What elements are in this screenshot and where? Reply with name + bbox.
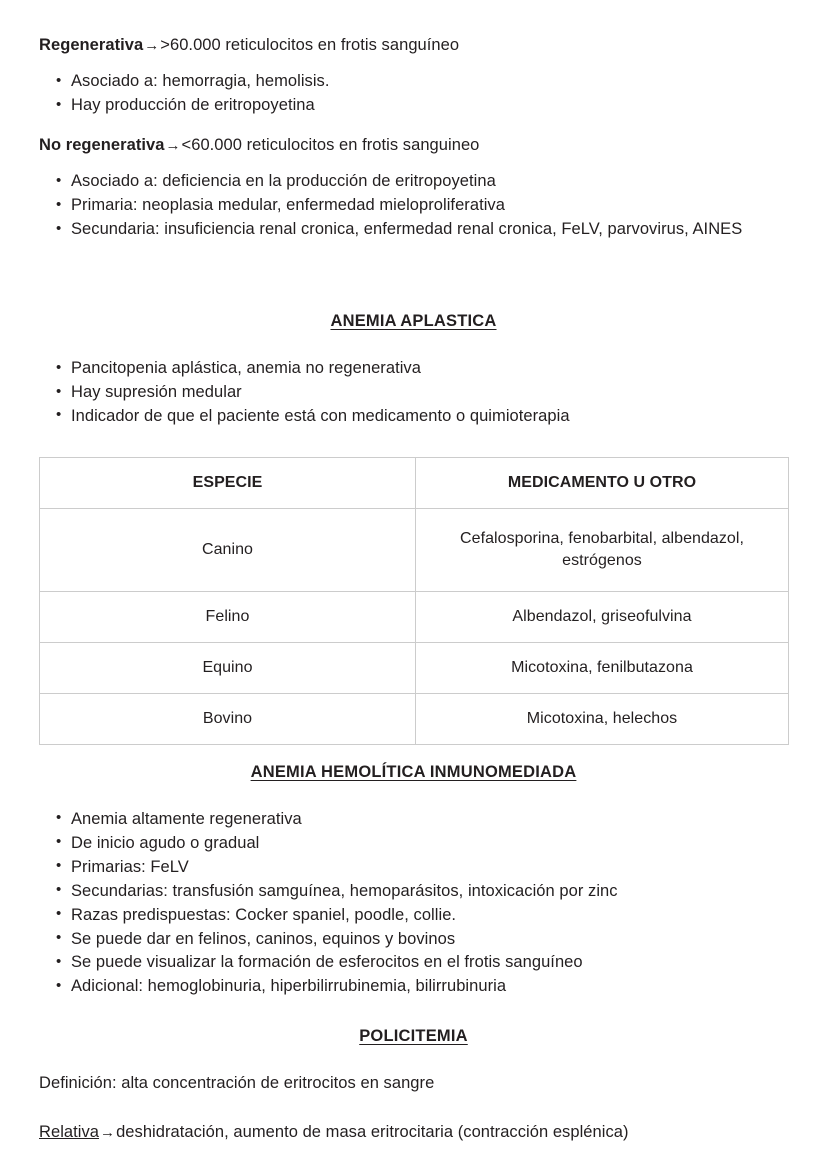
cell-especie: Equino (40, 642, 416, 693)
arrow-icon: → (100, 1123, 116, 1141)
document-content (39, 34, 788, 1143)
anemia-aplastica-bullet-list (39, 357, 788, 429)
cell-medicamento: Cefalosporina, fenobarbital, albendazol, estrógenos (416, 508, 789, 591)
relativa-value: deshidratación, aumento de masa eritrocitaria (contracción esplénica) (116, 1122, 629, 1141)
list-item: • Primaria: neoplasia medular, enfermedad mieloproliferativa (39, 194, 788, 218)
cell-especie: Canino (40, 508, 416, 591)
list-item: • Hay supresión medular (39, 381, 788, 405)
cell-medicamento: Micotoxina, fenilbutazona (416, 642, 789, 693)
list-item: • Anemia altamente regenerativa (39, 808, 788, 832)
list-item: • Se puede dar en felinos, caninos, equinos y bovinos (39, 928, 788, 952)
spacer (39, 445, 788, 457)
arrow-icon: → (165, 137, 181, 155)
species-medication-table (39, 457, 789, 745)
list-item: • Hay producción de eritropoyetina (39, 94, 788, 118)
table-header-row (40, 457, 789, 508)
cell-especie: Felino (40, 591, 416, 642)
regenerativa-value: >60.000 reticulocitos en frotis sanguíneo (160, 36, 460, 54)
section-heading-anemia-aplastica (39, 312, 788, 331)
table-row (40, 693, 789, 744)
list-item: • Asociado a: hemorragia, hemolisis. (39, 70, 788, 94)
list-item: • Razas predispuestas: Cocker spaniel, poodle, collie. (39, 904, 788, 928)
arrow-icon: → (144, 37, 160, 54)
policitemia-relativa (39, 1121, 788, 1143)
spacer (39, 1046, 788, 1072)
cell-medicamento: Micotoxina, helechos (416, 693, 789, 744)
section-heading-text: ANEMIA APLASTICA (330, 312, 497, 331)
list-item: • Asociado a: deficiencia en la producción de eritropoyetina (39, 170, 788, 194)
section-heading-text: POLICITEMIA (359, 1027, 468, 1046)
spacer (39, 782, 788, 808)
list-item: • Primarias: FeLV (39, 856, 788, 880)
table-row (40, 508, 789, 591)
cell-medicamento: Albendazol, griseofulvina (416, 591, 789, 642)
list-item: • Adicional: hemoglobinuria, hiperbilirrubinemia, bilirrubinuria (39, 975, 788, 999)
list-item: • Secundaria: insuficiencia renal cronica, enfermedad renal cronica, FeLV, parvovirus, AINES (39, 218, 788, 242)
spacer (39, 1015, 788, 1027)
regenerativa-definition (39, 34, 788, 56)
no-regenerativa-term: No regenerativa (39, 136, 165, 155)
list-item: • Secundarias: transfusión samguínea, hemoparásitos, intoxicación por zinc (39, 880, 788, 904)
list-item: • Se puede visualizar la formación de esferocitos en el frotis sanguíneo (39, 951, 788, 975)
column-header-medicamento: MEDICAMENTO U OTRO (416, 457, 789, 508)
spacer (39, 1109, 788, 1121)
section-heading-anemia-hemolitica (39, 763, 788, 782)
spacer (39, 745, 788, 763)
relativa-term: Relativa (39, 1122, 100, 1141)
policitemia-definition: Definición: alta concentración de eritrocitos en sangre (39, 1074, 435, 1093)
section-heading-policitemia (39, 1027, 788, 1046)
regenerativa-term: Regenerativa (39, 36, 144, 54)
table-row (40, 642, 789, 693)
no-regenerativa-definition (39, 134, 788, 156)
no-regenerativa-value: <60.000 reticulocitos en frotis sanguineo (181, 136, 480, 155)
anemia-hemolitica-bullet-list (39, 808, 788, 999)
regenerativa-bullet-list (39, 70, 788, 118)
column-header-especie: ESPECIE (40, 457, 416, 508)
spacer (39, 331, 788, 357)
cell-especie: Bovino (40, 693, 416, 744)
list-item: • De inicio agudo o gradual (39, 832, 788, 856)
no-regenerativa-bullet-list (39, 170, 788, 242)
list-item: • Pancitopenia aplástica, anemia no regenerativa (39, 357, 788, 381)
table-row (40, 591, 789, 642)
list-item: • Indicador de que el paciente está con medicamento o quimioterapia (39, 405, 788, 429)
spacer (39, 258, 788, 312)
section-heading-text: ANEMIA HEMOLÍTICA INMUNOMEDIADA (250, 762, 577, 781)
